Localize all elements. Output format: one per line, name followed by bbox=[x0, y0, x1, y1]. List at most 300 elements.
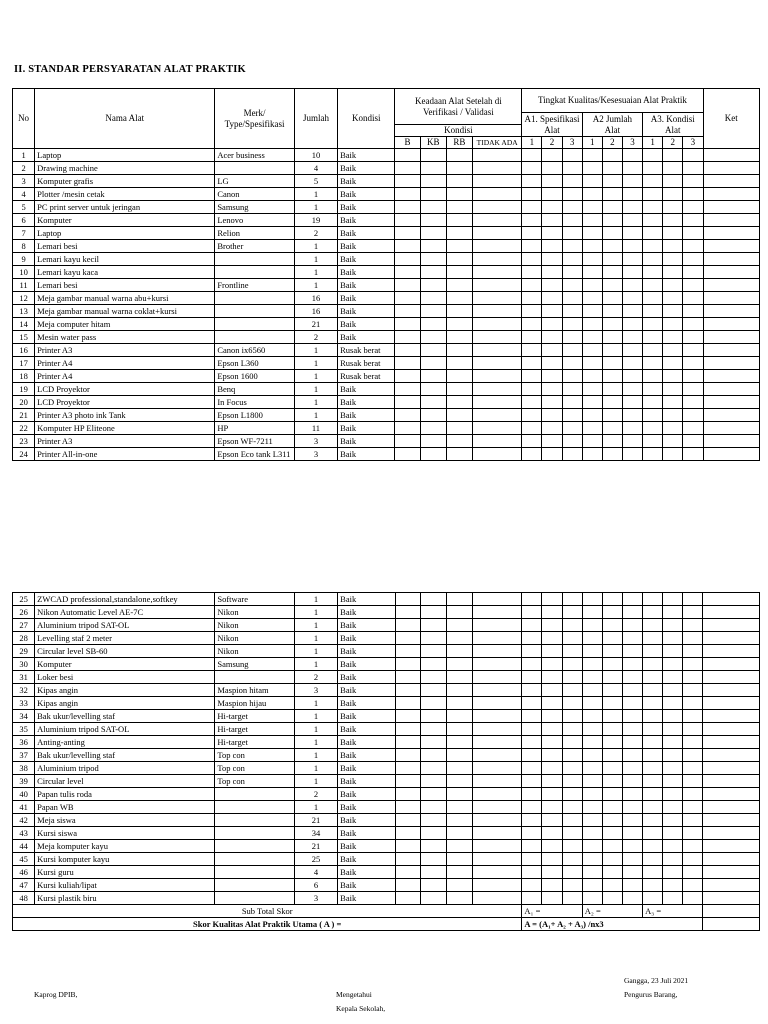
row-empty-cell bbox=[542, 370, 562, 383]
row-merk bbox=[215, 305, 295, 318]
row-kondisi: Baik bbox=[338, 619, 395, 632]
row-empty-cell bbox=[663, 788, 683, 801]
row-empty-cell bbox=[446, 814, 472, 827]
row-empty-cell bbox=[562, 383, 582, 396]
row-empty-cell bbox=[472, 175, 521, 188]
row-no: 11 bbox=[13, 279, 35, 292]
table-row bbox=[13, 892, 760, 905]
row-empty-cell bbox=[643, 723, 663, 736]
row-jumlah: 21 bbox=[294, 840, 337, 853]
row-empty-cell bbox=[420, 866, 446, 879]
row-empty-cell bbox=[643, 279, 663, 292]
row-empty-cell bbox=[395, 318, 420, 331]
row-empty-cell bbox=[395, 214, 420, 227]
row-no: 6 bbox=[13, 214, 35, 227]
table-row bbox=[13, 684, 760, 697]
row-empty-cell bbox=[582, 632, 602, 645]
row-empty-cell bbox=[683, 279, 703, 292]
row-empty-cell bbox=[522, 396, 542, 409]
table-row bbox=[13, 710, 760, 723]
row-empty-cell bbox=[562, 175, 582, 188]
table-row bbox=[13, 697, 760, 710]
row-merk: Frontline bbox=[215, 279, 295, 292]
row-empty-cell bbox=[622, 292, 642, 305]
row-merk: Epson L1800 bbox=[215, 409, 295, 422]
row-jumlah: 1 bbox=[294, 279, 337, 292]
total-row bbox=[13, 918, 760, 931]
row-empty-cell bbox=[472, 409, 521, 422]
row-empty-cell bbox=[622, 593, 642, 606]
row-empty-cell bbox=[683, 227, 703, 240]
row-kondisi: Baik bbox=[338, 801, 395, 814]
row-jumlah: 1 bbox=[294, 619, 337, 632]
row-kondisi: Baik bbox=[338, 762, 395, 775]
row-empty-cell bbox=[542, 227, 562, 240]
table-row bbox=[13, 723, 760, 736]
row-empty-cell bbox=[473, 658, 522, 671]
row-empty-cell bbox=[683, 292, 703, 305]
row-empty-cell bbox=[446, 619, 472, 632]
row-empty-cell bbox=[602, 188, 622, 201]
row-empty-cell bbox=[582, 435, 602, 448]
row-merk bbox=[215, 253, 295, 266]
row-empty-cell bbox=[703, 879, 760, 892]
row-nama-alat: Aluminium tripod SAT-OL bbox=[35, 619, 215, 632]
row-empty-cell bbox=[420, 227, 446, 240]
row-empty-cell bbox=[420, 658, 446, 671]
row-empty-cell bbox=[683, 723, 703, 736]
row-nama-alat: Kipas angin bbox=[35, 684, 215, 697]
row-empty-cell bbox=[683, 840, 703, 853]
row-empty-cell bbox=[473, 775, 522, 788]
row-empty-cell bbox=[562, 188, 582, 201]
row-kondisi: Baik bbox=[338, 149, 395, 162]
row-empty-cell bbox=[446, 723, 472, 736]
row-empty-cell bbox=[683, 879, 703, 892]
row-empty-cell bbox=[703, 175, 760, 188]
row-empty-cell bbox=[602, 658, 622, 671]
row-empty-cell bbox=[395, 435, 420, 448]
row-empty-cell bbox=[663, 801, 683, 814]
row-merk: Nikon bbox=[215, 645, 295, 658]
row-empty-cell bbox=[446, 879, 472, 892]
row-empty-cell bbox=[683, 710, 703, 723]
row-empty-cell bbox=[420, 684, 446, 697]
row-kondisi: Baik bbox=[338, 175, 395, 188]
table-row bbox=[13, 162, 760, 175]
row-empty-cell bbox=[420, 788, 446, 801]
table-row bbox=[13, 383, 760, 396]
row-empty-cell bbox=[446, 279, 472, 292]
row-nama-alat: Plotter /mesin cetak bbox=[35, 188, 215, 201]
row-empty-cell bbox=[446, 331, 472, 344]
row-merk: Hi-target bbox=[215, 723, 295, 736]
row-empty-cell bbox=[472, 305, 521, 318]
row-empty-cell bbox=[683, 201, 703, 214]
row-merk: Epson 1600 bbox=[215, 370, 295, 383]
row-empty-cell bbox=[522, 435, 542, 448]
row-empty-cell bbox=[472, 266, 521, 279]
table-row bbox=[13, 344, 760, 357]
row-nama-alat: Anting-anting bbox=[35, 736, 215, 749]
row-empty-cell bbox=[395, 292, 420, 305]
row-empty-cell bbox=[703, 292, 760, 305]
row-empty-cell bbox=[395, 710, 420, 723]
row-empty-cell bbox=[582, 684, 602, 697]
row-empty-cell bbox=[663, 162, 683, 175]
header-a1-2: 2 bbox=[542, 137, 562, 149]
row-empty-cell bbox=[562, 435, 582, 448]
row-empty-cell bbox=[622, 749, 642, 762]
row-merk: Nikon bbox=[215, 632, 295, 645]
row-empty-cell bbox=[562, 266, 582, 279]
row-empty-cell bbox=[703, 344, 760, 357]
row-empty-cell bbox=[683, 658, 703, 671]
row-empty-cell bbox=[703, 853, 760, 866]
row-empty-cell bbox=[622, 175, 642, 188]
header-rb: RB bbox=[446, 137, 472, 149]
table-row bbox=[13, 279, 760, 292]
row-empty-cell bbox=[643, 292, 663, 305]
row-empty-cell bbox=[582, 448, 602, 461]
row-empty-cell bbox=[622, 879, 642, 892]
row-empty-cell bbox=[602, 814, 622, 827]
row-empty-cell bbox=[622, 240, 642, 253]
row-nama-alat: Printer A3 bbox=[35, 344, 215, 357]
row-empty-cell bbox=[582, 671, 602, 684]
row-empty-cell bbox=[472, 331, 521, 344]
row-nama-alat: Komputer bbox=[35, 214, 215, 227]
row-no: 8 bbox=[13, 240, 35, 253]
row-kondisi: Baik bbox=[338, 318, 395, 331]
row-nama-alat: Nikon Automatic Level AE-7C bbox=[35, 606, 215, 619]
row-empty-cell bbox=[472, 188, 521, 201]
row-kondisi: Baik bbox=[338, 162, 395, 175]
row-empty-cell bbox=[703, 435, 760, 448]
row-empty-cell bbox=[683, 396, 703, 409]
row-kondisi: Baik bbox=[338, 383, 395, 396]
row-empty-cell bbox=[683, 606, 703, 619]
row-kondisi: Baik bbox=[338, 396, 395, 409]
row-empty-cell bbox=[420, 188, 446, 201]
row-jumlah: 1 bbox=[294, 344, 337, 357]
row-kondisi: Baik bbox=[338, 723, 395, 736]
row-nama-alat: Laptop bbox=[35, 227, 215, 240]
row-empty-cell bbox=[446, 892, 472, 905]
row-empty-cell bbox=[643, 175, 663, 188]
table-body-part1 bbox=[13, 149, 760, 461]
row-empty-cell bbox=[522, 840, 542, 853]
row-empty-cell bbox=[703, 409, 760, 422]
header-a2-3: 3 bbox=[622, 137, 642, 149]
signature-kaprog: Kaprog DPIB, bbox=[34, 990, 78, 999]
row-no: 38 bbox=[13, 762, 35, 775]
row-jumlah: 1 bbox=[294, 253, 337, 266]
row-empty-cell bbox=[542, 344, 562, 357]
row-empty-cell bbox=[602, 684, 622, 697]
row-empty-cell bbox=[395, 736, 420, 749]
row-no: 23 bbox=[13, 435, 35, 448]
row-no: 21 bbox=[13, 409, 35, 422]
row-empty-cell bbox=[562, 710, 582, 723]
row-empty-cell bbox=[663, 606, 683, 619]
row-empty-cell bbox=[683, 188, 703, 201]
row-nama-alat: LCD Proyektor bbox=[35, 383, 215, 396]
row-empty-cell bbox=[420, 383, 446, 396]
row-empty-cell bbox=[703, 645, 760, 658]
row-jumlah: 1 bbox=[294, 370, 337, 383]
row-empty-cell bbox=[602, 775, 622, 788]
row-empty-cell bbox=[446, 593, 472, 606]
row-empty-cell bbox=[703, 448, 760, 461]
row-empty-cell bbox=[522, 175, 542, 188]
row-no: 44 bbox=[13, 840, 35, 853]
row-empty-cell bbox=[472, 370, 521, 383]
row-empty-cell bbox=[522, 827, 542, 840]
row-empty-cell bbox=[420, 749, 446, 762]
row-empty-cell bbox=[582, 175, 602, 188]
row-empty-cell bbox=[522, 762, 542, 775]
row-empty-cell bbox=[663, 892, 683, 905]
row-empty-cell bbox=[446, 227, 472, 240]
row-empty-cell bbox=[395, 175, 420, 188]
row-empty-cell bbox=[542, 736, 562, 749]
row-empty-cell bbox=[622, 162, 642, 175]
row-jumlah: 16 bbox=[294, 305, 337, 318]
subtotal-a3: A₃ = bbox=[643, 905, 703, 918]
row-empty-cell bbox=[663, 658, 683, 671]
row-empty-cell bbox=[542, 775, 562, 788]
row-empty-cell bbox=[663, 879, 683, 892]
row-empty-cell bbox=[582, 892, 602, 905]
row-empty-cell bbox=[643, 879, 663, 892]
row-empty-cell bbox=[622, 684, 642, 697]
row-empty-cell bbox=[643, 710, 663, 723]
row-empty-cell bbox=[622, 866, 642, 879]
row-empty-cell bbox=[420, 162, 446, 175]
row-empty-cell bbox=[582, 606, 602, 619]
row-empty-cell bbox=[582, 396, 602, 409]
row-empty-cell bbox=[602, 162, 622, 175]
row-empty-cell bbox=[522, 814, 542, 827]
row-kondisi: Baik bbox=[338, 214, 395, 227]
row-empty-cell bbox=[562, 749, 582, 762]
row-empty-cell bbox=[420, 253, 446, 266]
row-empty-cell bbox=[446, 697, 472, 710]
row-empty-cell bbox=[562, 318, 582, 331]
row-empty-cell bbox=[643, 658, 663, 671]
row-empty-cell bbox=[446, 435, 472, 448]
row-empty-cell bbox=[473, 723, 522, 736]
row-empty-cell bbox=[643, 619, 663, 632]
row-kondisi: Baik bbox=[338, 827, 395, 840]
row-merk bbox=[215, 671, 295, 684]
row-jumlah: 1 bbox=[294, 749, 337, 762]
row-empty-cell bbox=[562, 684, 582, 697]
row-kondisi: Baik bbox=[338, 435, 395, 448]
row-empty-cell bbox=[663, 396, 683, 409]
row-empty-cell bbox=[602, 879, 622, 892]
row-empty-cell bbox=[562, 879, 582, 892]
row-empty-cell bbox=[542, 762, 562, 775]
row-empty-cell bbox=[703, 318, 760, 331]
row-empty-cell bbox=[683, 357, 703, 370]
row-empty-cell bbox=[472, 214, 521, 227]
row-no: 46 bbox=[13, 866, 35, 879]
row-empty-cell bbox=[703, 697, 760, 710]
row-empty-cell bbox=[582, 801, 602, 814]
row-empty-cell bbox=[622, 214, 642, 227]
row-empty-cell bbox=[562, 593, 582, 606]
row-empty-cell bbox=[683, 266, 703, 279]
row-nama-alat: Printer A3 bbox=[35, 435, 215, 448]
row-merk: Benq bbox=[215, 383, 295, 396]
header-a2-2: 2 bbox=[602, 137, 622, 149]
row-kondisi: Baik bbox=[338, 671, 395, 684]
row-empty-cell bbox=[602, 866, 622, 879]
row-empty-cell bbox=[395, 840, 420, 853]
row-merk: Canon bbox=[215, 188, 295, 201]
equipment-table-part2 bbox=[12, 592, 760, 931]
row-empty-cell bbox=[542, 788, 562, 801]
row-empty-cell bbox=[446, 866, 472, 879]
row-empty-cell bbox=[622, 266, 642, 279]
row-empty-cell bbox=[663, 697, 683, 710]
row-empty-cell bbox=[602, 619, 622, 632]
row-no: 26 bbox=[13, 606, 35, 619]
row-empty-cell bbox=[643, 892, 663, 905]
row-empty-cell bbox=[602, 593, 622, 606]
row-empty-cell bbox=[542, 409, 562, 422]
table-row bbox=[13, 606, 760, 619]
row-empty-cell bbox=[703, 357, 760, 370]
row-empty-cell bbox=[522, 318, 542, 331]
row-empty-cell bbox=[703, 279, 760, 292]
row-empty-cell bbox=[446, 344, 472, 357]
section-title: II. STANDAR PERSYARATAN ALAT PRAKTIK bbox=[14, 64, 246, 75]
table-row bbox=[13, 409, 760, 422]
row-empty-cell bbox=[395, 593, 420, 606]
row-nama-alat: Drawing machine bbox=[35, 162, 215, 175]
row-nama-alat: Loker besi bbox=[35, 671, 215, 684]
row-empty-cell bbox=[395, 149, 420, 162]
row-empty-cell bbox=[562, 292, 582, 305]
row-empty-cell bbox=[562, 409, 582, 422]
row-empty-cell bbox=[622, 736, 642, 749]
row-empty-cell bbox=[582, 879, 602, 892]
row-empty-cell bbox=[446, 788, 472, 801]
row-empty-cell bbox=[683, 370, 703, 383]
subtotal-row bbox=[13, 905, 760, 918]
row-empty-cell bbox=[582, 736, 602, 749]
row-nama-alat: Komputer HP Eliteone bbox=[35, 422, 215, 435]
table-row bbox=[13, 175, 760, 188]
row-empty-cell bbox=[542, 892, 562, 905]
row-nama-alat: Kursi komputer kayu bbox=[35, 853, 215, 866]
row-empty-cell bbox=[643, 383, 663, 396]
row-empty-cell bbox=[395, 344, 420, 357]
row-empty-cell bbox=[643, 788, 663, 801]
row-empty-cell bbox=[522, 788, 542, 801]
row-merk: Samsung bbox=[215, 658, 295, 671]
row-empty-cell bbox=[663, 632, 683, 645]
row-empty-cell bbox=[683, 162, 703, 175]
row-empty-cell bbox=[420, 357, 446, 370]
row-empty-cell bbox=[420, 305, 446, 318]
table-row bbox=[13, 331, 760, 344]
row-empty-cell bbox=[663, 344, 683, 357]
row-empty-cell bbox=[663, 227, 683, 240]
row-empty-cell bbox=[473, 619, 522, 632]
row-empty-cell bbox=[663, 266, 683, 279]
row-empty-cell bbox=[643, 188, 663, 201]
row-jumlah: 1 bbox=[294, 632, 337, 645]
row-empty-cell bbox=[446, 736, 472, 749]
row-kondisi: Baik bbox=[338, 749, 395, 762]
row-empty-cell bbox=[582, 814, 602, 827]
row-empty-cell bbox=[420, 448, 446, 461]
row-empty-cell bbox=[703, 240, 760, 253]
row-empty-cell bbox=[643, 305, 663, 318]
row-no: 3 bbox=[13, 175, 35, 188]
row-kondisi: Baik bbox=[338, 775, 395, 788]
row-empty-cell bbox=[562, 422, 582, 435]
row-kondisi: Baik bbox=[338, 658, 395, 671]
row-jumlah: 1 bbox=[294, 723, 337, 736]
row-empty-cell bbox=[582, 188, 602, 201]
header-tingkat: Tingkat Kualitas/Kesesuaian Alat Praktik bbox=[522, 89, 703, 113]
row-empty-cell bbox=[602, 853, 622, 866]
row-empty-cell bbox=[643, 240, 663, 253]
row-empty-cell bbox=[542, 253, 562, 266]
row-jumlah: 2 bbox=[294, 331, 337, 344]
subtotal-a2: A₂ = bbox=[582, 905, 642, 918]
table-row bbox=[13, 801, 760, 814]
row-empty-cell bbox=[395, 671, 420, 684]
row-empty-cell bbox=[395, 201, 420, 214]
row-empty-cell bbox=[446, 710, 472, 723]
row-merk: Maspion hijau bbox=[215, 697, 295, 710]
row-empty-cell bbox=[683, 593, 703, 606]
row-empty-cell bbox=[542, 840, 562, 853]
row-merk: Nikon bbox=[215, 619, 295, 632]
row-jumlah: 1 bbox=[294, 606, 337, 619]
row-empty-cell bbox=[622, 331, 642, 344]
row-nama-alat: Aluminium tripod SAT-OL bbox=[35, 723, 215, 736]
row-empty-cell bbox=[446, 266, 472, 279]
row-empty-cell bbox=[582, 619, 602, 632]
row-nama-alat: PC print server untuk jeringan bbox=[35, 201, 215, 214]
row-jumlah: 2 bbox=[294, 671, 337, 684]
row-empty-cell bbox=[643, 736, 663, 749]
row-empty-cell bbox=[582, 827, 602, 840]
row-empty-cell bbox=[582, 253, 602, 266]
row-empty-cell bbox=[602, 801, 622, 814]
row-kondisi: Baik bbox=[338, 892, 395, 905]
row-no: 13 bbox=[13, 305, 35, 318]
row-empty-cell bbox=[542, 279, 562, 292]
table-row bbox=[13, 188, 760, 201]
row-empty-cell bbox=[683, 697, 703, 710]
row-no: 40 bbox=[13, 788, 35, 801]
row-empty-cell bbox=[446, 175, 472, 188]
row-empty-cell bbox=[703, 658, 760, 671]
row-empty-cell bbox=[446, 684, 472, 697]
row-empty-cell bbox=[542, 749, 562, 762]
row-empty-cell bbox=[663, 149, 683, 162]
row-empty-cell bbox=[473, 606, 522, 619]
row-empty-cell bbox=[522, 149, 542, 162]
